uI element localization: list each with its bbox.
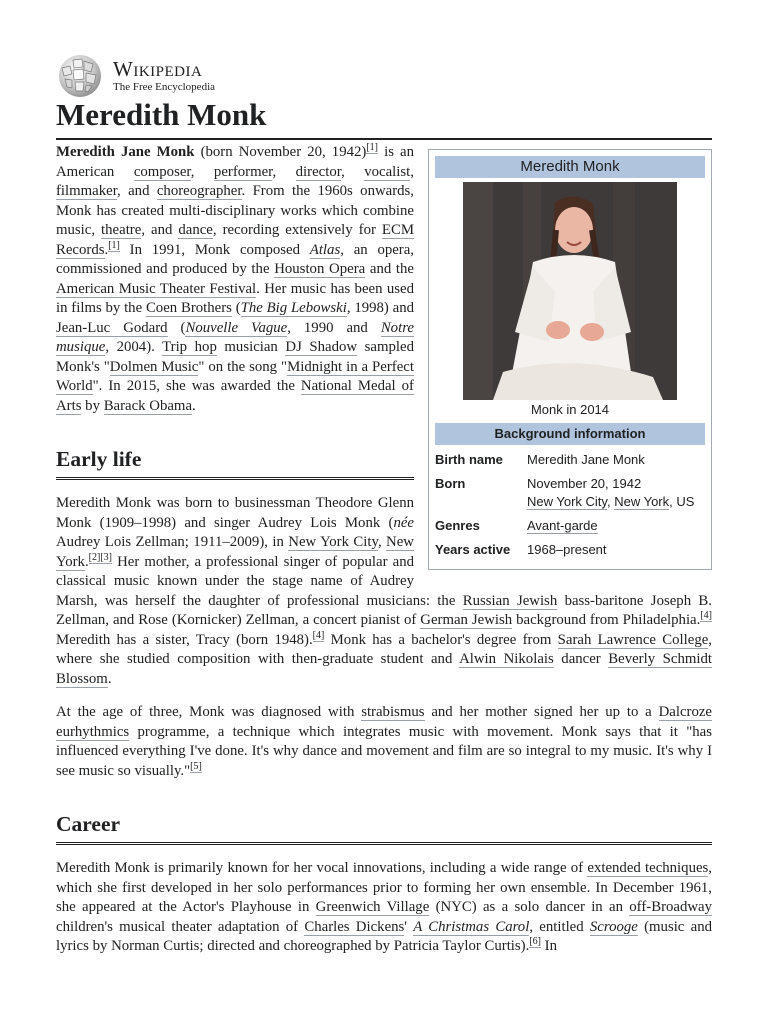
link-new-york[interactable]: New York xyxy=(614,494,670,509)
citation-link[interactable]: [2] xyxy=(88,551,101,563)
link-barack-obama[interactable]: Barack Obama xyxy=(103,397,193,414)
infobox-label: Born xyxy=(435,476,466,491)
text: ( xyxy=(167,319,186,336)
text: background from Philadelphia. xyxy=(512,612,701,628)
infobox xyxy=(428,149,712,570)
wordmark-tagline: The Free Encyclopedia xyxy=(113,81,216,93)
citation-link[interactable]: [4] xyxy=(700,610,712,622)
text: " on the song " xyxy=(198,358,288,375)
page-title: Meredith Monk xyxy=(56,96,712,140)
link-trip-hop[interactable]: Trip hop xyxy=(162,339,217,355)
text: by xyxy=(81,397,104,414)
text: bass-baritone Joseph B. Zellman, and Rose (Kornicker) Zellman, a concert pianist of xyxy=(56,592,713,628)
text: , an opera, commissioned and produced by the xyxy=(56,241,414,277)
link-coen-brothers[interactable]: Coen Brothers xyxy=(145,300,232,316)
text: dancer xyxy=(553,651,609,667)
link-notre-musique[interactable]: Notre musique xyxy=(56,319,414,355)
text: (born November 20, 1942) xyxy=(194,144,367,160)
citation-link[interactable]: [5] xyxy=(190,760,202,772)
text: , 2004). xyxy=(105,339,163,355)
text: , recording extensively for xyxy=(212,222,382,238)
citation-link[interactable]: [3] xyxy=(100,551,112,563)
link-new-york-city[interactable]: New York City xyxy=(288,534,378,550)
bold-name: Meredith Jane Monk xyxy=(56,144,195,160)
career-paragraph-1 xyxy=(56,859,712,957)
link-dolmen-music[interactable]: Dolmen Music xyxy=(109,358,199,375)
wordmark-title: Wikipedia xyxy=(113,57,203,81)
citation-link[interactable]: [1] xyxy=(366,142,378,154)
text: In 1991, Monk composed xyxy=(119,241,310,258)
text: , and xyxy=(141,222,179,238)
infobox-value xyxy=(527,517,705,535)
wikipedia-globe-icon xyxy=(56,54,104,98)
link-jean-luc-godard[interactable]: Jean-Luc Godard xyxy=(56,319,168,336)
link-russian-jewish[interactable]: Russian Jewish xyxy=(462,592,558,609)
text: At the age of three, Monk was diagnosed with xyxy=(56,704,362,720)
text: . From the 1960s onwards, Monk has created multi-disciplinary works which combine music, xyxy=(56,183,415,238)
infobox-row-years-active xyxy=(435,539,705,563)
text: (music and lyrics by Norman Curtis; directed and choreographed by Patricia Taylor Curtis). xyxy=(56,918,712,954)
text: In xyxy=(540,938,558,954)
link-nouvelle-vague[interactable]: Nouvelle Vague xyxy=(185,319,288,336)
link-dj-shadow[interactable]: DJ Shadow xyxy=(285,339,358,355)
text: sampled Monk's " xyxy=(56,339,414,375)
link-dalcroze-eurhythmics[interactable]: Dalcroze eurhythmics xyxy=(56,704,712,740)
link-german-jewish[interactable]: German Jewish xyxy=(420,612,513,628)
link-strabismus[interactable]: strabismus xyxy=(361,704,425,720)
article-content xyxy=(56,143,712,971)
text: (NYC) as a solo dancer in an xyxy=(429,899,630,915)
link-ecm-records[interactable]: ECM Records xyxy=(56,222,414,258)
link-choreographer[interactable]: choreographer xyxy=(156,183,242,199)
infobox-row-genres xyxy=(435,515,705,539)
infobox-title: Meredith Monk xyxy=(435,156,705,178)
text: Meredith Monk is primarily known for her vocal innovations, including a wide range of xyxy=(56,860,588,876)
infobox-row-birth-name xyxy=(435,449,705,473)
link-alwin-nikolais[interactable]: Alwin Nikolais xyxy=(459,651,554,667)
link-atlas[interactable]: Atlas xyxy=(309,241,341,258)
link-filmmaker[interactable]: filmmaker xyxy=(56,183,118,199)
infobox-section-header: Background information xyxy=(435,423,705,445)
link-charles-dickens[interactable]: Charles Dickens xyxy=(304,918,405,935)
text: , entitled xyxy=(529,918,590,935)
link-performer[interactable]: performer xyxy=(213,163,273,180)
infobox-value xyxy=(527,475,705,511)
separator: , US xyxy=(669,494,695,509)
section-heading-early-life: Early life xyxy=(56,446,414,480)
photo-caption: Monk in 2014 xyxy=(530,402,610,417)
text: Audrey Lois Zellman; 1911–2009), in xyxy=(56,534,289,550)
text: . Her music has been used in films by the xyxy=(56,280,414,316)
text: Meredith has a sister, Tracy (born 1948). xyxy=(56,631,313,648)
text: , 1990 and xyxy=(287,319,381,336)
early-life-paragraph-2 xyxy=(56,703,712,781)
link-dance[interactable]: dance xyxy=(178,222,213,238)
separator: , xyxy=(606,494,615,509)
portrait-photo[interactable] xyxy=(463,182,677,400)
link-american-music-theater-festival[interactable]: American Music Theater Festival xyxy=(56,280,257,297)
infobox-label: Genres xyxy=(435,518,480,533)
text: . xyxy=(84,553,89,570)
text: ( xyxy=(231,300,241,316)
wordmark xyxy=(113,59,215,93)
link-avant-garde[interactable]: Avant-garde xyxy=(527,518,598,533)
text: , xyxy=(410,163,414,180)
link-greenwich-village[interactable]: Greenwich Village xyxy=(315,899,430,915)
text: , xyxy=(377,534,387,550)
infobox-value: Meredith Jane Monk xyxy=(527,452,645,467)
section-heading-career: Career xyxy=(56,811,712,845)
italic-text: née xyxy=(393,514,414,531)
infobox-label: Birth name xyxy=(435,452,503,467)
link-extended-techniques[interactable]: extended techniques xyxy=(587,860,709,876)
text: , where she studied composition with then-graduate student and xyxy=(56,631,712,667)
link-new-york[interactable]: New York xyxy=(56,534,414,570)
born-date: November 20, 1942 xyxy=(527,476,642,491)
infobox-value: 1968–present xyxy=(527,542,607,557)
link-new-york-city[interactable]: New York City xyxy=(527,494,607,509)
text: . xyxy=(192,397,196,414)
link-the-big-lebowski[interactable]: The Big Lebowski xyxy=(240,300,347,316)
link-scrooge[interactable]: Scrooge xyxy=(589,918,638,935)
text: , and xyxy=(117,183,157,199)
text: , xyxy=(272,163,296,180)
citation-link[interactable]: [1] xyxy=(108,239,120,251)
citation-link[interactable]: [4] xyxy=(312,629,325,641)
infobox-row-born xyxy=(435,473,705,515)
text: children's musical theater adaptation of xyxy=(56,918,305,935)
citation-link[interactable]: [6] xyxy=(529,936,541,948)
link-a-christmas-carol[interactable]: A Christmas Carol xyxy=(413,918,530,935)
text: , which she first developed in her solo performances prior to forming her own ensemble. In December 1961, she appeared at the Actor's Playhouse in xyxy=(56,860,712,915)
link-houston-opera[interactable]: Houston Opera xyxy=(274,261,366,277)
text: , xyxy=(190,163,214,180)
text: . xyxy=(107,670,112,687)
text: ' xyxy=(404,918,414,935)
link-director[interactable]: director xyxy=(295,163,342,180)
text: Her mother, a professional singer of popular and classical music known under the stage name of Audrey Marsh, was herself the daughter of professional musicians: the xyxy=(56,553,463,609)
text: and the xyxy=(365,261,414,277)
text: Meredith Monk was born to businessman Theodore Glenn Monk (1909–1998) and singer Audrey Lois Monk ( xyxy=(56,495,414,531)
text: ". In 2015, she was awarded the xyxy=(92,378,301,394)
wikipedia-logo[interactable] xyxy=(56,54,215,98)
link-theatre[interactable]: theatre xyxy=(101,222,142,238)
text: programme, a technique which integrates music with movement. Monk says that it "has influenced everything I've done. It's why dance and movement and film are so integral to my music. It's why I see music so visually." xyxy=(56,723,712,779)
link-sarah-lawrence-college[interactable]: Sarah Lawrence College xyxy=(557,631,709,648)
text: is an American xyxy=(56,144,414,180)
text: and her mother signed her up to a xyxy=(424,704,659,720)
text: , 1998) and xyxy=(346,300,415,316)
link-national-medal-of-arts[interactable]: National Medal of Arts xyxy=(56,378,414,414)
link-beverly-schmidt-blossom[interactable]: Beverly Schmidt Blossom xyxy=(56,651,712,687)
link-off-broadway[interactable]: off-Broadway xyxy=(629,899,713,915)
link-vocalist[interactable]: vocalist xyxy=(364,163,411,180)
link-midnight-in-a-perfect-world[interactable]: Midnight in a Perfect World xyxy=(56,358,414,394)
text: musician xyxy=(216,339,286,355)
text: . xyxy=(104,241,109,258)
text: Monk has a bachelor's degree from xyxy=(324,631,558,648)
infobox-label: Years active xyxy=(435,542,511,557)
link-composer[interactable]: composer xyxy=(133,163,191,180)
text: , xyxy=(341,163,365,180)
